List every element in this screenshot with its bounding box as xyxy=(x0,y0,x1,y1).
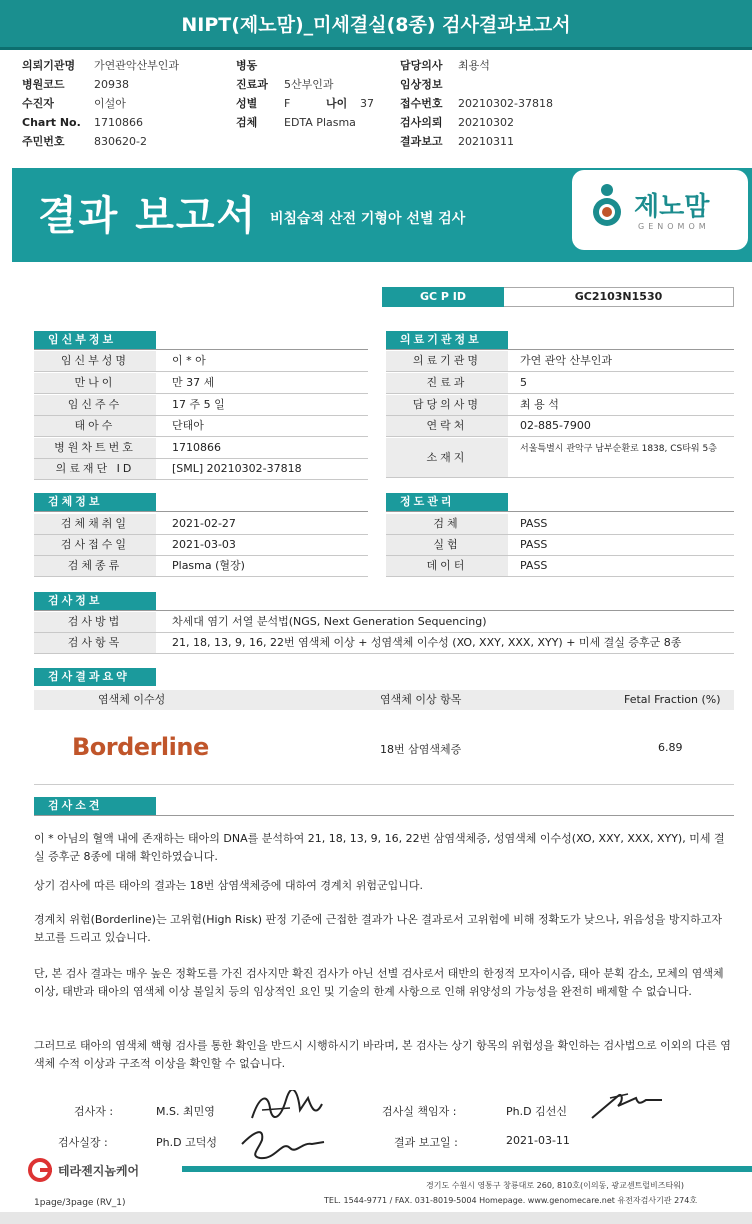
code-value: 20938 xyxy=(94,78,129,91)
header-row-doctor xyxy=(400,56,553,75)
patient-weeks-value: 17 주 5 일 xyxy=(172,398,225,411)
header-row-chart xyxy=(22,113,179,132)
header-row-receipt xyxy=(400,94,553,113)
theragen-logo xyxy=(28,1158,188,1182)
specimen-collect-value: 2021-02-27 xyxy=(172,517,236,530)
sex-value: F xyxy=(284,97,291,110)
institution-row-address xyxy=(386,438,734,478)
institution-row-contact xyxy=(386,416,734,437)
summary-col-item: 염색체 이상 항목 xyxy=(380,693,462,706)
footer-address: 경기도 수원시 영통구 창룡대로 260, 810호(이의동, 광교센트럴비즈타워) xyxy=(426,1181,685,1190)
patient-foundation-key: 의료재단 ID xyxy=(34,459,156,479)
header-row-hospital xyxy=(22,56,179,75)
summary-bottom-line xyxy=(34,784,734,785)
report-date-key: 결과 보고일 : xyxy=(394,1136,458,1149)
receipt-value: 20210302-37818 xyxy=(458,97,553,110)
header-row-sex xyxy=(236,94,374,113)
header-col-1 xyxy=(22,56,179,151)
result-banner xyxy=(12,168,752,262)
specimen-section-heading: 검체정보 xyxy=(34,493,156,511)
qc-data-key: 데이터 xyxy=(386,556,508,576)
opinion-paragraph-4: 단, 본 검사 결과는 매우 높은 정확도를 가진 검사지만 확진 검사가 아닌 선별 검사로서 태반의 한정적 모자이시즘, 태아 분획 감소, 모체의 염색체 이상, 태반과 태아의 염색체 이상 불일치 등의 임상적인 요인 및 기술의 한계 사항으로 인해 위양성의 가능성을 완전히 배제할 수 없습니다. xyxy=(34,967,724,998)
patient-foundation-value: [SML] 20210302-37818 xyxy=(172,462,302,475)
specimen-key: 검체 xyxy=(236,116,258,129)
patient-row-foundation-id xyxy=(34,459,368,480)
theragen-logo-text: 테라젠지놈케어 xyxy=(58,1164,140,1178)
summary-col-aneuploidy: 염색체 이수성 xyxy=(98,693,166,706)
dept-key: 진료과 xyxy=(236,78,268,91)
header-row-code xyxy=(22,75,179,94)
age-value: 37 xyxy=(360,97,374,110)
request-value: 20210302 xyxy=(458,116,514,129)
code-key: 병원코드 xyxy=(22,78,65,91)
director-value: Ph.D 고덕성 xyxy=(156,1136,217,1149)
header-row-dept xyxy=(236,75,374,94)
qc-section-line xyxy=(386,511,734,512)
test-row-items xyxy=(34,633,734,654)
specimen-row-type xyxy=(34,556,368,577)
examiner-signature xyxy=(246,1090,326,1126)
specimen-section-line xyxy=(34,511,368,512)
header-row-specimen xyxy=(236,113,374,132)
clinical-key: 임상정보 xyxy=(400,78,443,91)
patient-key: 수진자 xyxy=(22,97,54,110)
report-value: 20210311 xyxy=(458,135,514,148)
institution-address-key: 소재지 xyxy=(386,438,508,477)
institution-dept-key: 진료과 xyxy=(386,373,508,393)
doctor-value: 최용석 xyxy=(458,59,490,72)
summary-table-header xyxy=(34,690,734,710)
receipt-key: 접수번호 xyxy=(400,97,443,110)
institution-doctor-value: 최 용 석 xyxy=(520,398,559,411)
patient-chart-key: 병원차트번호 xyxy=(34,438,156,458)
patient-row-fetus xyxy=(34,416,368,437)
patient-name-key: 임신부성명 xyxy=(34,351,156,371)
header-col-3 xyxy=(400,56,553,151)
institution-row-doctor xyxy=(386,395,734,416)
summary-col-fetal-fraction: Fetal Fraction (%) xyxy=(624,693,721,706)
qc-row-specimen xyxy=(386,514,734,535)
report-header xyxy=(22,56,742,152)
age-key: 나이 xyxy=(326,97,348,110)
specimen-receipt-key: 검사접수일 xyxy=(34,535,156,555)
header-row-request xyxy=(400,113,553,132)
opinion-paragraph-1: 이 * 아님의 혈액 내에 존재하는 태아의 DNA를 분석하여 21, 18, 13, 9, 16, 22번 삼염색체증, 성염색체 이수성(XO, XXY, XXX, XYY), 미세 결실 증후군 8종에 대해 확인하였습니다. xyxy=(34,832,725,863)
patient-fetus-value: 단태아 xyxy=(172,419,204,432)
banner-subtitle: 비침습적 산전 기형아 선별 검사 xyxy=(270,211,466,227)
qc-experiment-value: PASS xyxy=(520,538,548,551)
qc-specimen-value: PASS xyxy=(520,517,548,530)
specimen-receipt-value: 2021-03-03 xyxy=(172,538,236,551)
director-key: 검사실장 : xyxy=(58,1136,108,1149)
qc-section-heading: 정도관리 xyxy=(386,493,508,511)
test-items-value: 21, 18, 13, 9, 16, 22번 염색체 이상 + 성염색체 이수성 (XO, XXY, XXX, XYY) + 미세 결실 증후군 8종 xyxy=(172,636,682,649)
institution-doctor-key: 담당의사명 xyxy=(386,395,508,415)
chief-signature xyxy=(588,1088,668,1122)
test-method-value: 차세대 염기 서열 분석법(NGS, Next Generation Sequencing) xyxy=(172,615,487,628)
patient-row-age xyxy=(34,373,368,394)
footer-contact: TEL. 1544-9771 / FAX. 031-8019-5004 Homepage. www.genomecare.net 유전자검사기관 274호 xyxy=(324,1196,698,1205)
opinion-section-heading: 검사소견 xyxy=(34,797,156,815)
chart-key: Chart No. xyxy=(22,116,81,129)
footer-strip xyxy=(182,1166,752,1172)
patient-chart-value: 1710866 xyxy=(172,441,221,454)
header-col-2 xyxy=(236,56,374,132)
report-title: NIPT(제노맘)_미세결실(8종) 검사결과보고서 xyxy=(0,0,752,50)
header-row-patient xyxy=(22,94,179,113)
gcp-id-label: GC P ID xyxy=(382,287,504,307)
request-key: 검사의뢰 xyxy=(400,116,443,129)
test-method-key: 검사방법 xyxy=(34,612,156,632)
gcp-id xyxy=(382,287,734,307)
patient-section-line xyxy=(34,349,368,350)
patient-value: 이설아 xyxy=(94,97,126,110)
opinion-paragraph-3: 경계치 위험(Borderline)는 고위험(High Risk) 판정 기준에 근접한 결과가 나온 결과로서 고위험에 비해 정확도가 낮으나, 위음성을 방지하고자 보고를 드리고 있습니다. xyxy=(34,913,722,944)
chief-key: 검사실 책임자 : xyxy=(382,1105,457,1118)
header-row-ward xyxy=(236,56,374,75)
specimen-row-receipt xyxy=(34,535,368,556)
summary-item-value: 18번 삼염색체증 xyxy=(380,743,462,756)
patient-section-heading: 임신부정보 xyxy=(34,331,156,349)
qc-specimen-key: 검체 xyxy=(386,514,508,534)
report-key: 결과보고 xyxy=(400,135,443,148)
specimen-row-collect xyxy=(34,514,368,535)
institution-dept-value: 5 xyxy=(520,376,527,389)
qc-row-experiment xyxy=(386,535,734,556)
institution-contact-key: 연락처 xyxy=(386,416,508,436)
qc-experiment-key: 실험 xyxy=(386,535,508,555)
opinion-paragraph-2: 상기 검사에 따른 태아의 결과는 18번 삼염색체증에 대하여 경계치 위험군입니다. xyxy=(34,879,423,892)
logo-korean: 제노맘 xyxy=(634,192,710,222)
specimen-type-key: 검체종류 xyxy=(34,556,156,576)
summary-fetal-fraction-value: 6.89 xyxy=(658,741,683,754)
test-row-method xyxy=(34,612,734,633)
institution-row-dept xyxy=(386,373,734,394)
banner-title: 결과 보고서 xyxy=(38,193,258,239)
patient-fetus-key: 태아수 xyxy=(34,416,156,436)
header-row-clinical xyxy=(400,75,553,94)
hospital-value: 가연관악산부인과 xyxy=(94,59,180,72)
examiner-key: 검사자 : xyxy=(74,1105,114,1118)
patient-row-weeks xyxy=(34,395,368,416)
institution-section-heading: 의료기관정보 xyxy=(386,331,508,349)
patient-name-value: 이 * 아 xyxy=(172,354,206,367)
sex-key: 성별 xyxy=(236,97,258,110)
institution-name-value: 가연 관악 산부인과 xyxy=(520,354,613,367)
ward-key: 병동 xyxy=(236,59,258,72)
institution-address-value: 서울특별시 관악구 남부순환로 1838, CS타워 5층 xyxy=(520,444,717,454)
institution-row-name xyxy=(386,351,734,372)
test-section-line xyxy=(34,610,734,611)
gcp-id-value: GC2103N1530 xyxy=(504,287,734,307)
specimen-collect-key: 검체채취일 xyxy=(34,514,156,534)
qc-row-data xyxy=(386,556,734,577)
institution-section-line xyxy=(386,349,734,350)
logo-english: GENOMOM xyxy=(638,222,710,231)
patient-row-name xyxy=(34,351,368,372)
patient-row-chart xyxy=(34,438,368,459)
header-row-report xyxy=(400,132,553,151)
summary-section-heading: 검사결과요약 xyxy=(34,668,156,686)
id-key: 주민번호 xyxy=(22,135,65,148)
genomom-logo-icon xyxy=(590,182,624,228)
doctor-key: 담당의사 xyxy=(400,59,443,72)
specimen-value: EDTA Plasma xyxy=(284,116,356,129)
examiner-value: M.S. 최민영 xyxy=(156,1105,215,1118)
qc-data-value: PASS xyxy=(520,559,548,572)
opinion-paragraph-5: 그러므로 태아의 염색체 핵형 검사를 통한 확인을 반드시 시행하시기 바라며, 본 검사는 상기 항목의 위험성을 확인하는 검사법으로 이외의 다른 염색체 수적 이상과 구조적 이상을 확인할 수 없습니다. xyxy=(34,1039,731,1070)
patient-age-key: 만나이 xyxy=(34,373,156,393)
summary-result-borderline: Borderline xyxy=(72,733,209,761)
header-row-id xyxy=(22,132,179,151)
bottom-band xyxy=(0,1212,752,1224)
patient-weeks-key: 임신주수 xyxy=(34,395,156,415)
id-value: 830620-2 xyxy=(94,135,147,148)
director-signature xyxy=(236,1124,328,1164)
genomom-logo xyxy=(572,170,748,250)
patient-age-value: 만 37 세 xyxy=(172,376,215,389)
test-section-heading: 검사정보 xyxy=(34,592,156,610)
hospital-key: 의뢰기관명 xyxy=(22,59,76,72)
chief-value: Ph.D 김선신 xyxy=(506,1105,567,1118)
report-date-value: 2021-03-11 xyxy=(506,1134,570,1147)
institution-contact-value: 02-885-7900 xyxy=(520,419,591,432)
opinion-section-line xyxy=(34,815,734,816)
chart-value: 1710866 xyxy=(94,116,143,129)
theragen-logo-icon xyxy=(28,1158,54,1182)
page-number: 1page/3page (RV_1) xyxy=(34,1198,126,1208)
dept-value: 5산부인과 xyxy=(284,78,334,91)
institution-name-key: 의료기관명 xyxy=(386,351,508,371)
test-items-key: 검사항목 xyxy=(34,633,156,653)
specimen-type-value: Plasma (혈장) xyxy=(172,559,245,572)
